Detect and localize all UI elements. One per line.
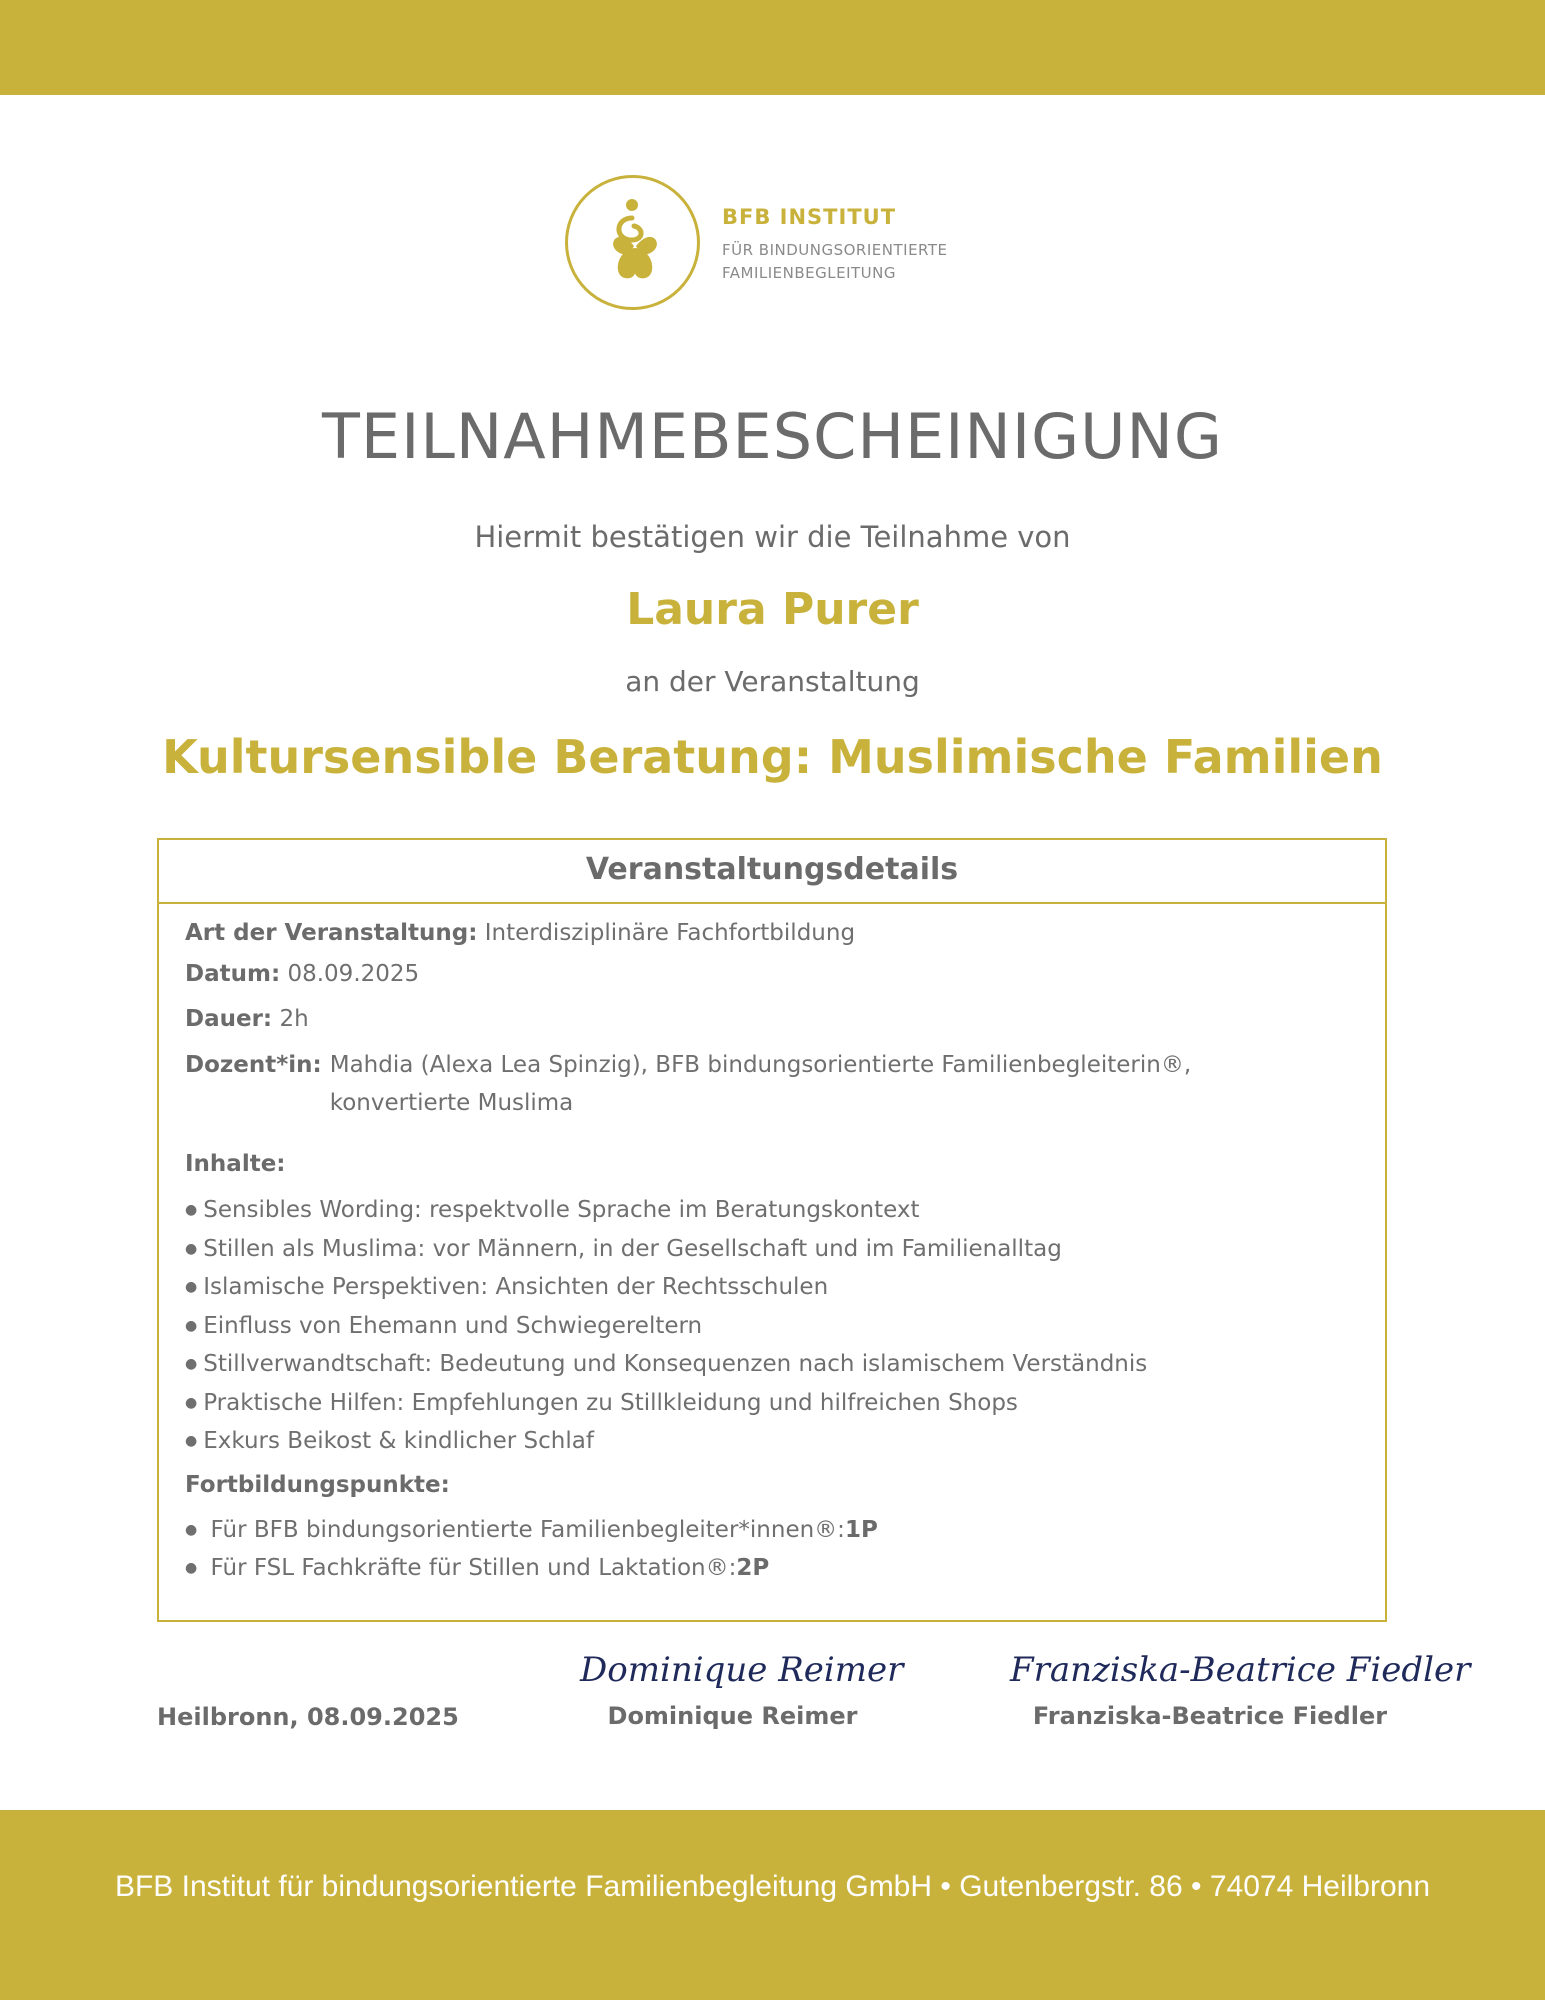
dauer-label: Dauer: [185,1006,273,1032]
punkte-list [185,1511,878,1587]
punkte-value: 1P [844,1517,878,1543]
dauer-value: 2h [279,1006,309,1032]
punkte-label: Fortbildungspunkte: [185,1472,450,1498]
certificate-title: TEILNAHMEBESCHEINIGUNG [322,400,1223,473]
bottom-band [0,1810,1545,2000]
list-item: ● Sensibles Wording: respektvolle Sprache im Beratungskontext [185,1191,1147,1230]
event-intro: an der Veranstaltung [625,665,920,698]
participant-name: Laura Purer [626,584,919,635]
logo-subtitle-line1: FÜR BINDUNGSORIENTIERTE [722,241,948,259]
list-item: ● Islamische Perspektiven: Ansichten der Rechtsschulen [185,1268,1147,1307]
detail-row-dozent [185,1052,1335,1122]
signature-block-2 [1010,1650,1471,1730]
place-date: Heilbronn, 08.09.2025 [157,1703,459,1731]
art-value: Interdisziplinäre Fachfortbildung [484,920,856,946]
datum-label: Datum: [185,961,281,987]
list-item: ● Exkurs Beikost & kindlicher Schlaf [185,1422,1147,1461]
details-header: Veranstaltungsdetails [159,840,1385,904]
dozent-label: Dozent*in: [185,1052,322,1078]
detail-row-art [185,920,855,946]
punkte-text: Für BFB bindungsorientierte Familienbegleiter*innen®: [210,1517,845,1543]
art-label: Art der Veranstaltung: [185,920,478,946]
dozent-line2: konvertierte Muslima [329,1090,574,1116]
signature-script-2: Franziska-Beatrice Fiedler [1010,1650,1471,1690]
detail-row-dauer [185,1006,309,1032]
list-item: ● Stillen als Muslima: vor Männern, in der Gesellschaft und im Familienalltag [185,1230,1147,1269]
inhalte-list [185,1191,1147,1461]
list-item: ● Einfluss von Ehemann und Schwiegereltern [185,1307,1147,1346]
logo-emblem-icon [565,175,700,310]
inhalte-label: Inhalte: [185,1151,286,1177]
detail-row-datum [185,961,419,987]
list-item: ● Stillverwandtschaft: Bedeutung und Konsequenzen nach islamischem Verständnis [185,1345,1147,1384]
dozent-line1: Mahdia (Alexa Lea Spinzig), BFB bindungsorientierte Familienbegleiterin®, [329,1052,1192,1078]
logo-subtitle-line2: FAMILIENBEGLEITUNG [722,264,896,282]
signature-block-1 [580,1650,904,1730]
footer-address: BFB Institut für bindungsorientierte Familienbegleitung GmbH • Gutenbergstr. 86 • 74074 Heilbronn [114,1870,1431,1903]
top-band [0,0,1545,95]
punkte-text: Für FSL Fachkräfte für Stillen und Laktation®: [210,1555,737,1581]
logo-title: BFB INSTITUT [722,205,897,229]
punkte-value: 2P [736,1555,770,1581]
datum-value: 08.09.2025 [287,961,420,987]
certificate-intro: Hiermit bestätigen wir die Teilnahme von [474,520,1071,554]
list-item [185,1511,878,1549]
list-item: ● Praktische Hilfen: Empfehlungen zu Stillkleidung und hilfreichen Shops [185,1384,1147,1423]
details-box [157,838,1387,1622]
dozent-value [330,1046,1191,1122]
institute-logo [565,175,985,320]
list-item [185,1549,878,1587]
signature-name-1: Dominique Reimer [607,1702,858,1730]
event-title: Kultursensible Beratung: Muslimische Familien [162,730,1383,784]
signature-name-2: Franziska-Beatrice Fiedler [1032,1702,1388,1730]
signature-script-1: Dominique Reimer [580,1650,904,1690]
